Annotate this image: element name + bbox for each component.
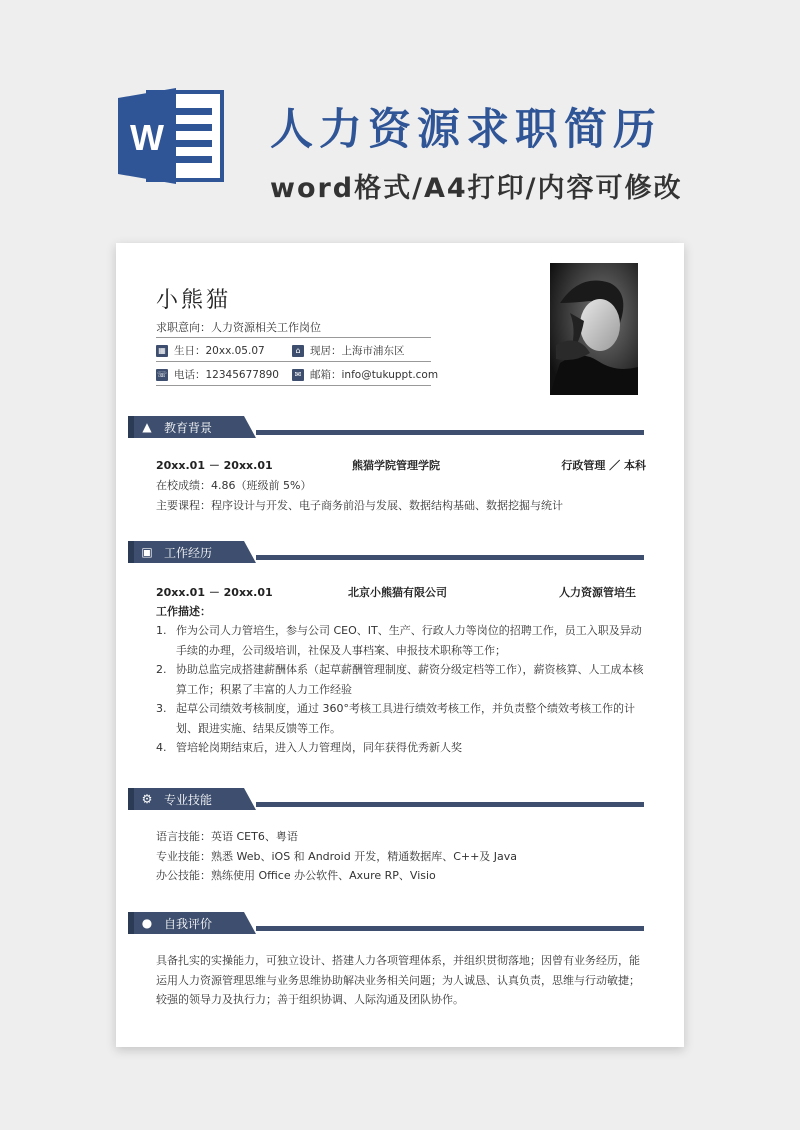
person-icon: ●	[141, 916, 153, 930]
divider	[156, 361, 431, 362]
list-item: 1. 作为公司人力管培生，参与公司 CEO、IT、生产、行政人力等岗位的招聘工作，员工入职及异动手续的办理，公司级培训，社保及人事档案、申报技术职称等工作；	[156, 624, 642, 657]
job-intent: 求职意向：人力资源相关工作岗位	[156, 321, 321, 334]
phone-icon: ☏	[156, 370, 167, 379]
profile-photo	[550, 263, 638, 395]
skill-professional: 专业技能：熟悉 Web、iOS 和 Android 开发，精通数据库、C++及 Java	[156, 850, 518, 863]
skill-office: 办公技能：熟练使用 Office 办公软件、Axure RP、Visio	[156, 869, 436, 882]
home-icon: ⌂	[292, 345, 304, 357]
phone-info: ☏ 电话：12345677890	[156, 369, 279, 381]
section-header-education: ▲ 教育背景	[128, 416, 648, 438]
skill-language: 语言技能：英语 CET6、粤语	[156, 830, 298, 843]
email-info: ✉ 邮箱：info@tukuppt.com	[292, 367, 438, 382]
list-item: 4. 管培轮岗期结束后，进入人力管理岗，同年获得优秀新人奖	[156, 741, 462, 754]
divider	[156, 385, 431, 386]
word-icon	[118, 86, 226, 186]
list-item: 3. 起草公司绩效考核制度，通过 360°考核工具进行绩效考核工作，并负责整个绩效考核工作的计划、跟进实施、结果反馈等工作。	[156, 702, 635, 735]
section-header-work: ▣ 工作经历	[128, 541, 648, 563]
resume-page: 小熊猫 求职意向：人力资源相关工作岗位 ▦ 生日：20xx.05.07 ⌂ 现居：上海市浦东区 ☏ 电话：12345677890 ✉ 邮箱：info@tukuppt.com ▲ 教育背景 20xx.01 － 20xx.01 熊猫学院管理学院 行政管理 ／ 本科 在校成绩：4.86（班级前 5%） 主要课程：程序设计与开发、电子商务前沿与发展、数据结构基础、数据挖掘与统计 ▣ 工作经历 20xx.01 － 20xx.01 北京小熊猫有限公司 人力资源管培生 工作描述： 1. 作为公司人力管培生，参与公司 CEO、IT、生产、行政人力等岗位的招聘工作，员工入职及异动手续的办理，公司级培训，社保及人事档案、申报技术职称等工作； 2. 协助总监完成搭建薪酬体系（起草薪酬管理制度、薪资分级定档等工作），薪资核算、人工成本核算工作；积累了丰富的人力工作经验 3. 起草公司绩效考核制度，通过 360°考核工具进行绩效考核工作，并负责整个绩效考核工作的计划、跟进实施、结果反馈等工作。 4. 管培轮岗期结束后，进入人力管理岗，同年获得优秀新人奖 ⚙ 专业技能 语言技能：英语 CET6、粤语 专业技能：熟悉 Web、iOS 和 Android 开发，精通数据库、C++及 Java 办公技能：熟练使用 Office 办公软件、Axure RP、Visio ● 自我评价 具备扎实的实操能力，可独立设计、搭建人力各项管理体系，并组织贯彻落地；因曾有业务经历，能运用人力资源管理思维与业务思维协助解决业务相关问题；为人诚恳、认真负责，思维与行动敏捷；较强的领导力及执行力；善于组织协调、人际沟通及团队协作。	[116, 243, 684, 1047]
residence-info: ⌂ 现居：上海市浦东区	[292, 343, 405, 358]
promo-subtitle: word格式/A4打印/内容可修改	[270, 173, 683, 204]
birth-info: ▦ 生日：20xx.05.07	[156, 343, 265, 358]
education-gpa: 在校成绩：4.86（班级前 5%）	[156, 479, 312, 492]
calendar-icon: ▦	[156, 345, 168, 357]
candidate-name: 小熊猫	[156, 288, 232, 313]
section-header-self: ● 自我评价	[128, 912, 648, 934]
briefcase-icon: ▣	[141, 545, 153, 559]
section-header-skills: ⚙ 专业技能	[128, 788, 648, 810]
graduation-cap-icon: ▲	[142, 420, 152, 434]
divider	[156, 337, 431, 338]
svg-text:W: W	[130, 117, 164, 158]
list-item: 2. 协助总监完成搭建薪酬体系（起草薪酬管理制度、薪资分级定档等工作），薪资核算、人工成本核算工作；积累了丰富的人力工作经验	[156, 663, 644, 696]
promo-header	[0, 0, 800, 240]
promo-title: 人力资源求职简历	[270, 105, 662, 155]
self-evaluation-text: 具备扎实的实操能力，可独立设计、搭建人力各项管理体系，并组织贯彻落地；因曾有业务经历，能运用人力资源管理思维与业务思维协助解决业务相关问题；为人诚恳、认真负责，思维与行动敏捷；较强的领导力及执行力；善于组织协调、人际沟通及团队协作。	[156, 954, 640, 1006]
gear-icon: ⚙	[141, 792, 153, 806]
work-desc-label: 工作描述：	[156, 605, 211, 618]
education-courses: 主要课程：程序设计与开发、电子商务前沿与发展、数据结构基础、数据挖掘与统计	[156, 499, 563, 512]
mail-icon: ✉	[292, 369, 304, 381]
